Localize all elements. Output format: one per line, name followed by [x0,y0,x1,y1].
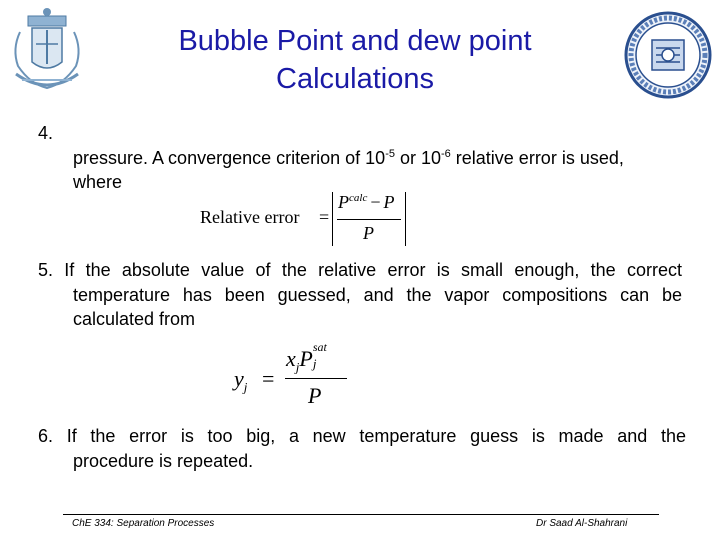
eq2-x-sub: j [295,359,300,375]
eq1-fraction-bar [337,219,401,220]
eq2-y-sub: j [243,379,248,395]
relative-error-equation [198,190,418,250]
step-6-line-1: 6. If the error is too big, a new temperature guess is made and the [38,426,686,446]
exponent-2: -6 [441,148,451,160]
footer-divider [63,514,659,515]
footer-course: ChE 334: Separation Processes [72,518,215,529]
step-4-text-mid: or 10 [394,148,441,168]
eq2-p-scripts [312,340,335,371]
step-5-line-2: temperature has been guessed, and the vapor compositions can be [73,285,682,305]
step-4-text-post: relative error is used, [450,148,624,168]
eq2-denominator: P [308,383,322,408]
step-4-number: 4. [38,123,54,143]
eq2-numerator [286,340,335,375]
eq1-lhs: Relative error [200,207,300,227]
circular-seal-logo [622,10,714,100]
title-line-1: Bubble Point and dew point [178,25,532,57]
university-crest-logo [8,4,86,94]
eq1-calc-sup: calc [349,192,368,204]
page-title [100,22,610,98]
eq1-abs-left [332,192,333,246]
step-6-line-2: procedure is repeated. [73,451,254,471]
eq2-y-letter: y [234,366,244,391]
step-4-text-pre: pressure. A convergence criterion of 10 [73,148,386,168]
vapor-composition-equation [232,340,362,410]
eq1-p2: P [383,192,395,212]
eq2-p: P [299,346,313,371]
eq2-p-sub: j [312,356,317,371]
step-5-line-1: 5. If the absolute value of the relative error is small enough, the correct [38,260,682,280]
eq2-fraction-bar [285,378,347,379]
eq1-minus: − [370,192,381,212]
eq2-sat-sup: sat [312,340,327,354]
eq1-denominator: P [363,223,374,243]
eq2-y [234,366,247,395]
eq2-equals: = [262,366,275,391]
exponent-1: -5 [385,148,395,160]
eq1-numerator [338,192,394,213]
eq1-equals: = [319,207,330,227]
title-line-2: Calculations [276,63,434,95]
eq1-abs-right [405,192,406,246]
step-4-line-2: where [73,172,123,192]
eq1-p: P [338,192,349,212]
footer-author: Dr Saad Al-Shahrani [536,518,628,529]
step-5-line-3: calculated from [73,309,196,329]
eq2-x: x [286,346,296,371]
step-4-line-1 [73,146,624,170]
